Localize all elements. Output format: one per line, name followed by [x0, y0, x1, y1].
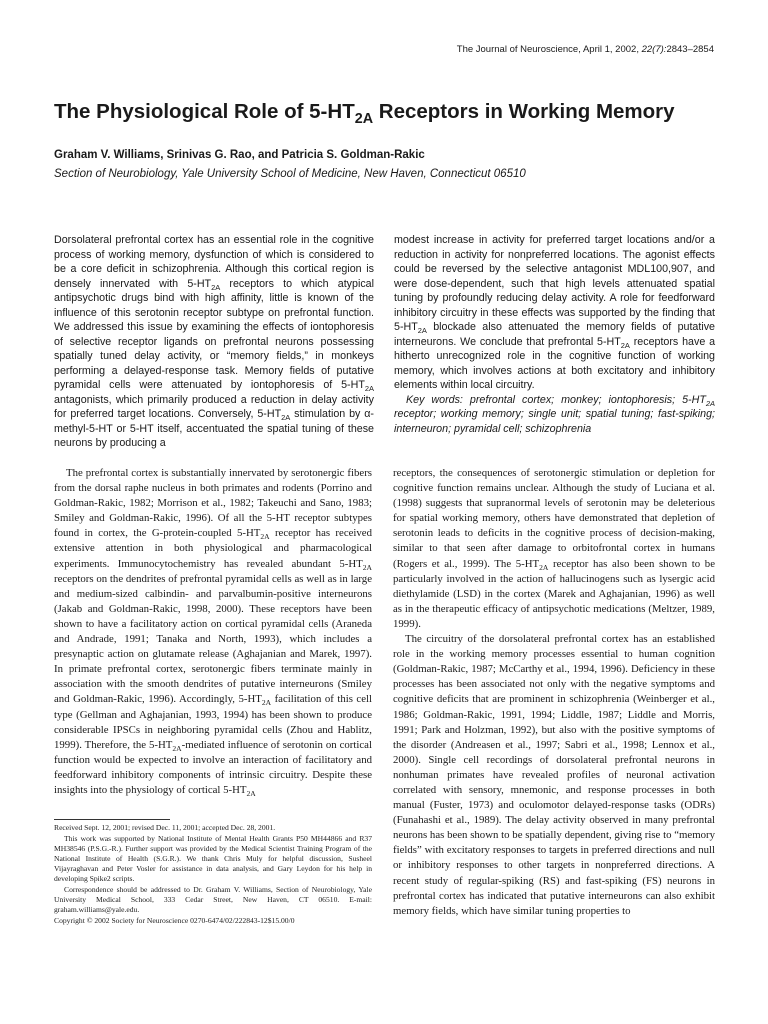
- abstract-keywords: Key words: prefrontal cortex; monkey; iontophoresis; $5-HT_{2A}$ receptor; working memory; single unit; spatial tuning; fast-spiking; interneuron; pyramidal cell; schizophrenia: [394, 393, 715, 435]
- journal-running-head: [457, 44, 714, 55]
- article-authors: Graham V. Williams, Srinivas G. Rao, and Patricia S. Goldman-Rakic: [54, 149, 425, 161]
- abstract-column-right: [394, 233, 715, 436]
- article-affiliation: Section of Neurobiology, Yale University School of Medicine, New Haven, Connecticut 06510: [54, 168, 526, 180]
- abstract-text-right: modest increase in activity for preferred target locations and/or a reduction in activity for nonpreferred locations. The agonist effects could be reversed by the selective antagonist MDL100,907, and were dose-dependent, such that high levels attenuated spatial tuning by profoundly reducing delay activity. A role for feedforward inhibitory circuitry in these effects was supported by the finding that $5-HT_{2A}$ blockade also attenuated the memory fields of putative interneurons. We conclude that prefrontal $5-HT_{2A}$ receptors have a hitherto unrecognized role in the cognitive function of working memory, which involves actions at both excitatory and inhibitory elements within local circuitry.: [394, 234, 716, 391]
- body-column-left: [54, 466, 372, 798]
- journal-citation: The Journal of Neuroscience, April 1, 2002,: [456, 44, 639, 55]
- footnote-support: This work was supported by National Institute of Mental Health Grants P50 MH44866 and R37 MH38546 (P.S.G.-R.). Further support was provided by the Medical Scientist Training Program of the National Institute of Health (S.G.R.). We thank Chris Muly for helpful discussion, Susheel Vijayraghavan and Peter Vosler for assistance in data analysis, and Gary Leydon for his help in developing Spike2 scripts.: [54, 834, 372, 883]
- footnote-divider: [54, 819, 170, 820]
- abstract-text-left: Dorsolateral prefrontal cortex has an essential role in the cognitive process of working memory, dysfunction of which is considered to be a core deficit in schizophrenia. Although this cortical region is densely innervated with $5-HT_{2A}$ receptors to which atypical antipsychotic drugs bind with high affinity, little is known of the influence of this serotonin receptor subtype on prefrontal function. We addressed this issue by examining the effects of iontophoresis of selective receptor ligands on prefrontal neurons possessing spatially tuned delay activity, or “memory fields,” in monkeys performing a delayed-response task. Memory fields of putative pyramidal cells were attenuated by iontophoresis of $5-HT_{2A}$ antagonists, which primarily produced a reduction in delay activity for preferred target locations. Conversely, $5-HT_{2A}$ stimulation by α-methyl-5-HT or 5-HT itself, accentuated the spatial tuning of these neurons by producing a: [54, 234, 374, 449]
- body-paragraph: The circuitry of the dorsolateral prefrontal cortex has an established role in the working memory processes essential to human cognition (Goldman-Rakic, 1987; McCarthy et al., 1994, 1996). Deficiency in these processes has been associated not only with the negative symptoms and cognitive deficits that are prominent in schizophrenia (Weinberger et al., 1986; Goldman-Rakic, 1991, 1994; Liddle, 1987; Liddle and Morris, 1991; Park and Holzman, 1992), but also with the positive symptoms of the disorder (Andreasen et al., 1997; Sabri et al., 1998; Lennox et al., 2000). Single cell recordings of dorsolateral prefrontal neurons in nonhuman primates have revealed profiles of neuronal activation correlated with sensory, mnemonic, and response processes in both manual (Fuster, 1973) and oculomotor delayed-response tasks (ODRs) (Funahashi et al., 1989). The delay activity observed in many prefrontal neurons has been shown to be spatially dependent, giving rise to “memory fields” with excitatory responses to targets in preferred directions and null or inhibitory responses to other targets in nonpreferred directions. A recent study of regular-spiking (RS) and fast-spiking (FS) neurons in prefrontal cortex has indicated that putative interneurons can also exhibit memory fields, which have similar tuning properties to: [393, 633, 715, 917]
- journal-volume: 22(7):: [641, 44, 667, 55]
- abstract-column-left: [54, 233, 374, 451]
- journal-pages: 2843–2854: [666, 44, 714, 55]
- body-paragraph: receptors, the consequences of serotonergic stimulation or depletion for cognitive function remains unclear. Although the study of Luciana et al. (1998) suggests that supranormal levels of serotonin may be deleterious for spatial working memory, others have demonstrated that depletion of serotonin leads to deficits in the cognitive process of decision-making, similar to that seen after damage to orbitofrontal cortex in humans (Rogers et al., 1999). The $5-HT_{2A}$ receptor has also been shown to be particularly involved in the action of hallucinogens such as lysergic acid diethylamide (LSD) in the cortex (Marek and Aghajanian, 1996) as well as in the therapeutic efficacy of antipsychotic medications (Meltzer, 1989, 1999).: [393, 467, 715, 630]
- footnote-correspondence: Correspondence should be addressed to Dr. Graham V. Williams, Section of Neurobiology, Yale University Medical School, 333 Cedar Street, New Haven, CT 06510. E-mail: graham.williams@yale.edu.: [54, 885, 372, 914]
- body-paragraph: The prefrontal cortex is substantially innervated by serotonergic fibers from the dorsal raphe nucleus in both primates and rodents (Porrino and Goldman-Rakic, 1982; Morrison et al., 1982; Takeuchi and Sano, 1983; Smiley and Goldman-Rakic, 1996). Of all the 5-HT receptor subtypes found in cortex, the G-protein-coupled $5-HT_{2A}$ receptor has received extensive attention in both physiological and pharmacological experiments. Immunocytochemistry has revealed abundant $5-HT_{2A}$ receptors on the dendrites of prefrontal pyramidal cells as well as in large and medium-sized calbindin- and parvalbumin-positive interneurons (Jakab and Goldman-Rakic, 1998, 2000). These receptors have been shown to have a facilitatory action on cortical pyramidal cells (Araneda and Andrade, 1991; Tanaka and North, 1993), which includes a presynaptic action on glutamate release (Aghajanian and Marek, 1997). In primate prefrontal cortex, serotonergic fibers terminate mainly in association with the smooth dendrites of putative interneurons (Smiley and Goldman-Rakic, 1996). Accordingly, $5-HT_{2A}$ facilitation of this cell type (Gellman and Aghajanian, 1993, 1994) has been shown to produce considerable IPSCs in neighboring pyramidal cells (Zhou and Hablitz, 1999). Therefore, the $5-HT_{2A}$-mediated influence of serotonin on cortical function would be expected to involve an interaction of facilitatory and feedforward inhibitory components of intrinsic circuitry. Despite these insights into the physiology of cortical $5-HT_{2A}$: [54, 467, 372, 799]
- footnote-copyright: Copyright © 2002 Society for Neuroscience 0270-6474/02/222843-12$15.00/0: [54, 916, 295, 925]
- article-title: The Physiological Role of $5-HT_{2A}$ Receptors in Working Memory: [54, 100, 675, 128]
- footnote-received: Received Sept. 12, 2001; revised Dec. 11, 2001; accepted Dec. 28, 2001.: [54, 823, 276, 832]
- body-column-right: [393, 466, 715, 919]
- footnotes: [54, 823, 372, 927]
